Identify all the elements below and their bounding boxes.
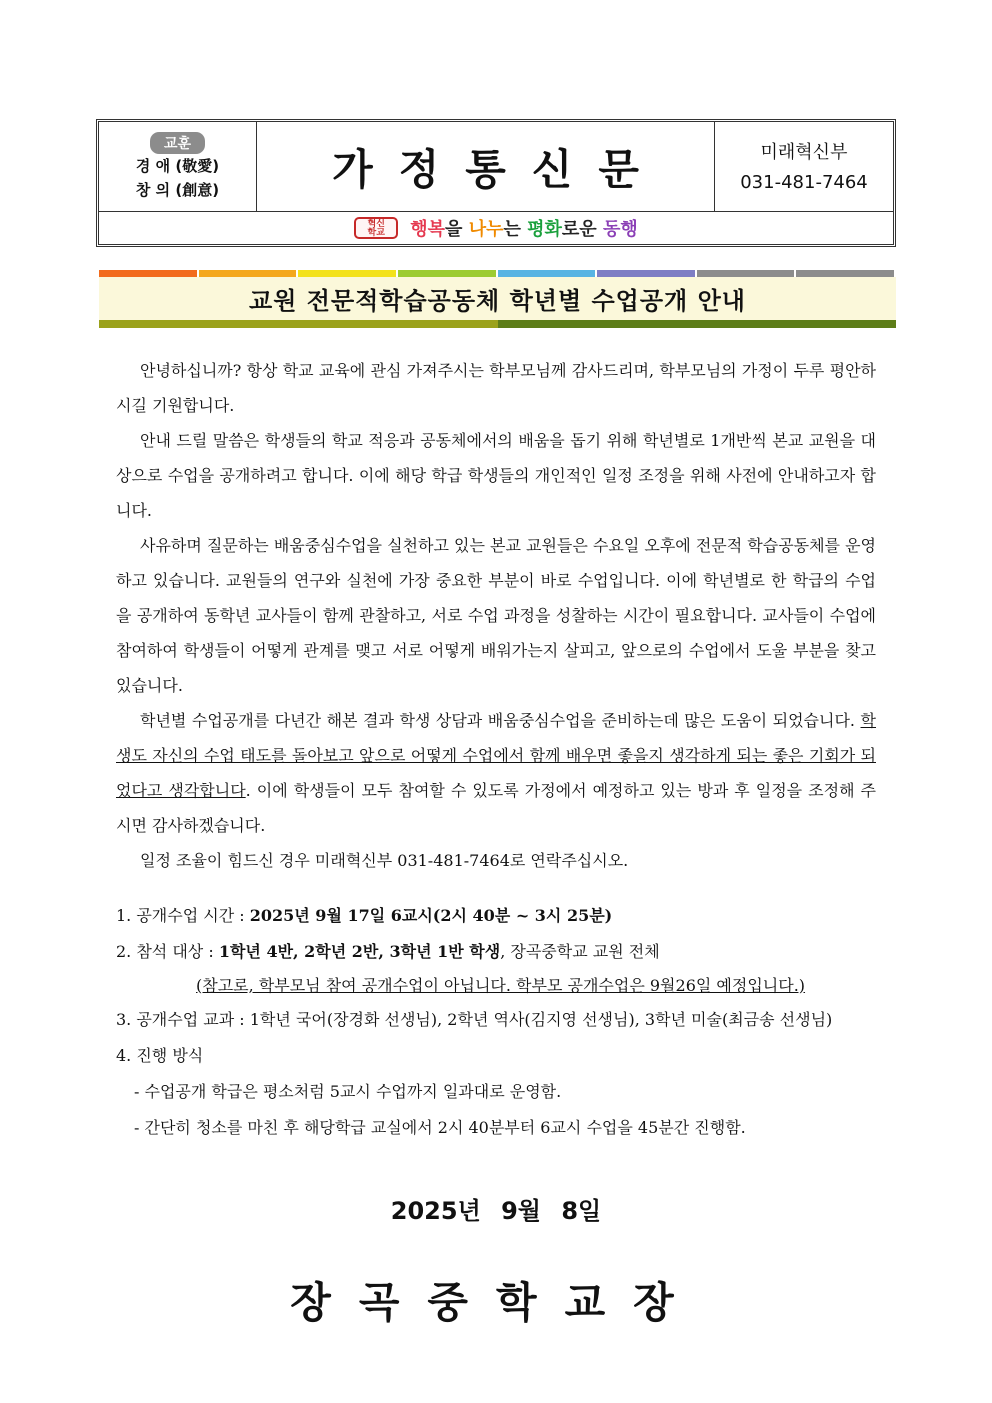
- banner-title: 교원 전문적학습공동체 학년별 수업공개 안내: [249, 287, 746, 315]
- slogan-segment: 로운: [561, 219, 603, 240]
- stripe-segment: [697, 270, 795, 277]
- letterhead-table: [96, 119, 896, 247]
- stripe-segment: [796, 270, 894, 277]
- slogan-segment: 평화: [527, 219, 562, 240]
- title-cell: [257, 122, 715, 212]
- stripe-segment: [298, 270, 396, 277]
- item-subjects: 3. 공개수업 교과 : 1학년 국어(장경화 선생님), 2학년 역사(김지영 선생님), 3학년 미술(최금송 선생님): [116, 1010, 833, 1029]
- item-attendees-note: (참고로, 학부모님 참여 공개수업이 아닙니다. 학부모 공개수업은 9월26일 예정입니다.): [196, 976, 806, 995]
- paragraph-request: 학년별 수업공개를 다년간 해본 결과 학생 상담과 배움중심수업을 준비하는데 많은 도움이 되었습니다. 학생도 자신의 수업 태도를 돌아보고 앞으로 어떻게 수업에서 함께 배우면 좋을지 생각하게 되는 좋은 기회가 되었다고 생각합니다. 이에 학생들이 모두 참여할 수 있도록 가정에서 예정하고 있는 방과 후 일정을 조정해 주시면 감사하겠습니다.: [116, 711, 877, 835]
- paragraph-background: 사유하며 질문하는 배움중심수업을 실천하고 있는 본교 교원들은 수요일 오후에 전문적 학습공동체를 운영하고 있습니다. 교원들의 연구와 실천에 가장 중요한 부분이 바로 수업입니다. 이에 학년별로 한 학급의 수업을 공개하여 동학년 교사들이 함께 관찰하고, 서로 수업 과정을 성찰하는 시간이 필요합니다. 교사들이 수업에 참여하여 학생들이 어떻게 관계를 맺고 서로 어떻게 배워가는지 살피고, 앞으로의 수업에서 도울 부분을 찾고 있습니다.: [116, 536, 877, 695]
- method-step-1: - 수업공개 학급은 평소처럼 5교시 수업까지 일과대로 운영함.: [134, 1082, 562, 1101]
- department-phone: 031-481-7464: [740, 172, 868, 193]
- stripe-segment: [199, 270, 297, 277]
- stripe-segment: [498, 270, 596, 277]
- issue-date: 2025년 9월 8일: [390, 1197, 602, 1225]
- paragraph-greeting: 안녕하십니까? 항상 학교 교육에 관심 가져주시는 학부모님께 감사드리며, 학부모님의 가정이 두루 평안하시길 기원합니다.: [116, 361, 876, 415]
- motto-line-2: 창 의 (創意): [135, 181, 220, 199]
- slogan-segment: 을: [445, 219, 469, 240]
- banner-underline: [99, 320, 896, 328]
- motto-line-1: 경 애 (敬愛): [135, 157, 220, 175]
- underlined-statement: 학생도 자신의 수업 태도를 돌아보고 앞으로 어떻게 수업에서 함께 배우면 좋을지 생각하게 되는 좋은 기회가 되었다고 생각합니다: [116, 711, 876, 800]
- department-name: 미래혁신부: [760, 142, 848, 163]
- letter-body: [116, 353, 876, 878]
- stripe-segment: [597, 270, 695, 277]
- stripe-segment: [99, 270, 197, 277]
- document-title: 가정통신문: [332, 144, 665, 194]
- item-time: 1. 공개수업 시간 : 2025년 9월 17일 6교시(2시 40분 ~ 3시 25분): [116, 906, 613, 925]
- school-motto: [99, 122, 257, 212]
- stripe-segment: [398, 270, 496, 277]
- motto-badge: 교훈: [150, 132, 205, 154]
- rainbow-stripe: [99, 270, 896, 277]
- slogan-segment: 는: [503, 219, 528, 240]
- title-banner: [99, 277, 896, 320]
- innovation-school-logo-icon: 혁신 학교: [354, 217, 398, 239]
- school-slogan: [410, 215, 637, 241]
- slogan-row: [99, 212, 893, 244]
- slogan-segment: 행복: [410, 219, 446, 240]
- signer-title: 장곡중학교장: [290, 1278, 702, 1327]
- paragraph-contact: 일정 조율이 힘드신 경우 미래혁신부 031-481-7464로 연락주십시오.: [140, 851, 629, 870]
- item-method: 4. 진행 방식: [116, 1046, 204, 1065]
- slogan-segment: 동행: [602, 219, 638, 240]
- item-attendees: 2. 참석 대상 : 1학년 4반, 2학년 2반, 3학년 1반 학생, 장곡중학교 교원 전체: [116, 942, 660, 961]
- slogan-segment: 나누: [468, 219, 504, 240]
- department-cell: [715, 122, 893, 212]
- paragraph-purpose: 안내 드릴 말씀은 학생들의 학교 적응과 공동체에서의 배움을 돕기 위해 학년별로 1개반씩 본교 교원을 대상으로 수업을 공개하려고 합니다. 이에 해당 학급 학생들의 개인적인 일정 조정을 위해 사전에 안내하고자 합니다.: [116, 431, 876, 520]
- method-step-2: - 간단히 청소를 마친 후 해당학급 교실에서 2시 40분부터 6교시 수업을 45분간 진행함.: [134, 1118, 746, 1137]
- details-list: [116, 898, 878, 1146]
